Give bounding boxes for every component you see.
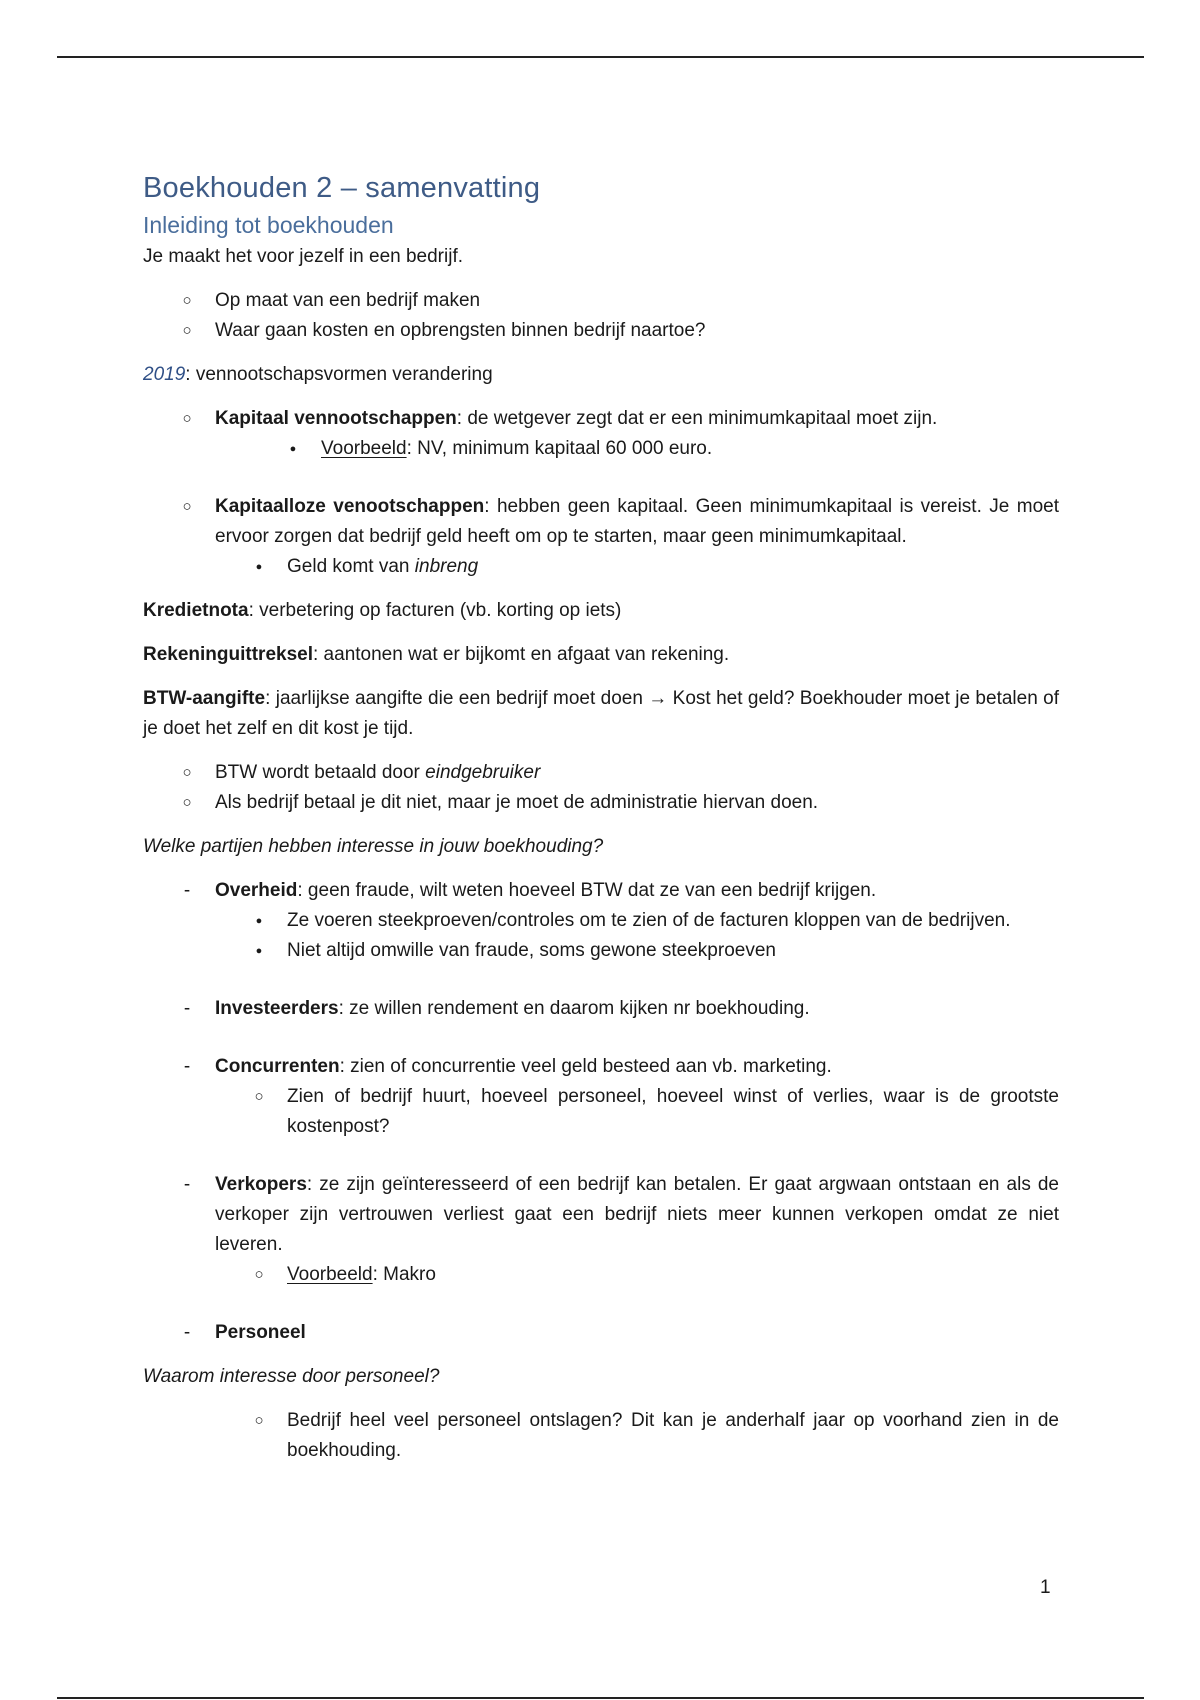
footer-rule	[57, 1697, 1144, 1699]
rekening-paragraph: Rekeninguittreksel: aantonen wat er bijkomt en afgaat van rekening.	[143, 644, 730, 665]
intro-text: Je maakt het voor jezelf in een bedrijf.	[143, 246, 464, 267]
document-body	[143, 168, 1059, 1466]
list-item-example: ● Voorbeeld: NV, minimum kapitaal 60 000 euro.	[143, 434, 1059, 464]
list-item: ○ BTW wordt betaald door eindgebruiker	[143, 758, 1059, 788]
btw-paragraph: BTW-aangifte: jaarlijkse aangifte die een bedrijf moet doen → Kost het geld? Boekhouder moet je betalen of je doet het zelf en dit kost je tijd.	[143, 688, 1059, 739]
dash-icon: -	[183, 998, 191, 1019]
list-item-personeel: - Personeel	[143, 1318, 1059, 1348]
arrow-icon: →	[648, 688, 668, 709]
page-number: 1	[1040, 1577, 1051, 1598]
list-item-overheid: - Overheid: geen fraude, wilt weten hoeveel BTW dat ze van een bedrijf krijgen.	[143, 876, 1059, 906]
list-item: ○ Waar gaan kosten en opbrengsten binnen bedrijf naartoe?	[143, 316, 1059, 346]
year-paragraph: 2019: vennootschapsvormen verandering	[143, 364, 493, 385]
dash-icon: -	[183, 880, 191, 901]
section-heading: Inleiding tot boekhouden	[143, 212, 394, 238]
circle-bullet-icon: ○	[254, 1412, 264, 1429]
list-item: ○ Bedrijf heel veel personeel ontslagen? Dit kan je anderhalf jaar op voorhand zien in de boekhouding.	[143, 1406, 1059, 1466]
list-item-example: ○ Voorbeeld: Makro	[143, 1260, 1059, 1290]
list-item: ○ Als bedrijf betaal je dit niet, maar je moet de administratie hiervan doen.	[143, 788, 1059, 818]
header-rule	[57, 56, 1144, 58]
circle-bullet-icon: ○	[182, 410, 192, 427]
list-item-verkopers: - Verkopers: ze zijn geïnteresseerd of een bedrijf kan betalen. Er gaat argwaan ontstaan en als de verkoper zijn vertrouwen verliest gaat een bedrijf niets meer kunnen verkopen omdat ze niet leveren.	[143, 1170, 1059, 1260]
kredietnota-paragraph: Kredietnota: verbetering op facturen (vb. korting op iets)	[143, 600, 622, 621]
list-item-concurrenten: - Concurrenten: zien of concurrentie veel geld besteed aan vb. marketing.	[143, 1052, 1059, 1082]
list-item: ○ Zien of bedrijf huurt, hoeveel personeel, hoeveel winst of verlies, waar is de grootste kostenpost?	[143, 1082, 1059, 1142]
circle-bullet-icon: ○	[182, 292, 192, 309]
bullet-icon: ●	[255, 915, 263, 927]
circle-bullet-icon: ○	[254, 1266, 264, 1283]
circle-bullet-icon: ○	[182, 322, 192, 339]
question-heading: Waarom interesse door personeel?	[143, 1366, 440, 1387]
list-item: ● Ze voeren steekproeven/controles om te zien of de facturen kloppen van de bedrijven.	[143, 906, 1059, 936]
dash-icon: -	[183, 1322, 191, 1343]
bullet-icon: ●	[255, 561, 263, 573]
list-item-inbreng: ● Geld komt van inbreng	[143, 552, 1059, 582]
dash-icon: -	[183, 1056, 191, 1077]
list-item-kapitaalloze: ○ Kapitaalloze venootschappen: hebben geen kapitaal. Geen minimumkapitaal is vereist. Je moet ervoor zorgen dat bedrijf geld heeft om op te starten, maar geen minimumkapitaal.	[143, 492, 1059, 552]
circle-bullet-icon: ○	[182, 794, 192, 811]
circle-bullet-icon: ○	[182, 764, 192, 781]
question-heading: Welke partijen hebben interesse in jouw boekhouding?	[143, 836, 604, 857]
list-item: ○ Op maat van een bedrijf maken	[143, 286, 1059, 316]
bullet-icon: ●	[255, 945, 263, 957]
list-item-investeerders: - Investeerders: ze willen rendement en daarom kijken nr boekhouding.	[143, 994, 1059, 1024]
document-title: Boekhouden 2 – samenvatting	[143, 172, 541, 204]
list-item-kapitaal: ○ Kapitaal vennootschappen: de wetgever zegt dat er een minimumkapitaal moet zijn.	[143, 404, 1059, 434]
circle-bullet-icon: ○	[254, 1088, 264, 1105]
circle-bullet-icon: ○	[182, 498, 192, 515]
list-item: ● Niet altijd omwille van fraude, soms gewone steekproeven	[143, 936, 1059, 966]
bullet-icon: ●	[289, 443, 297, 455]
dash-icon: -	[183, 1174, 191, 1195]
